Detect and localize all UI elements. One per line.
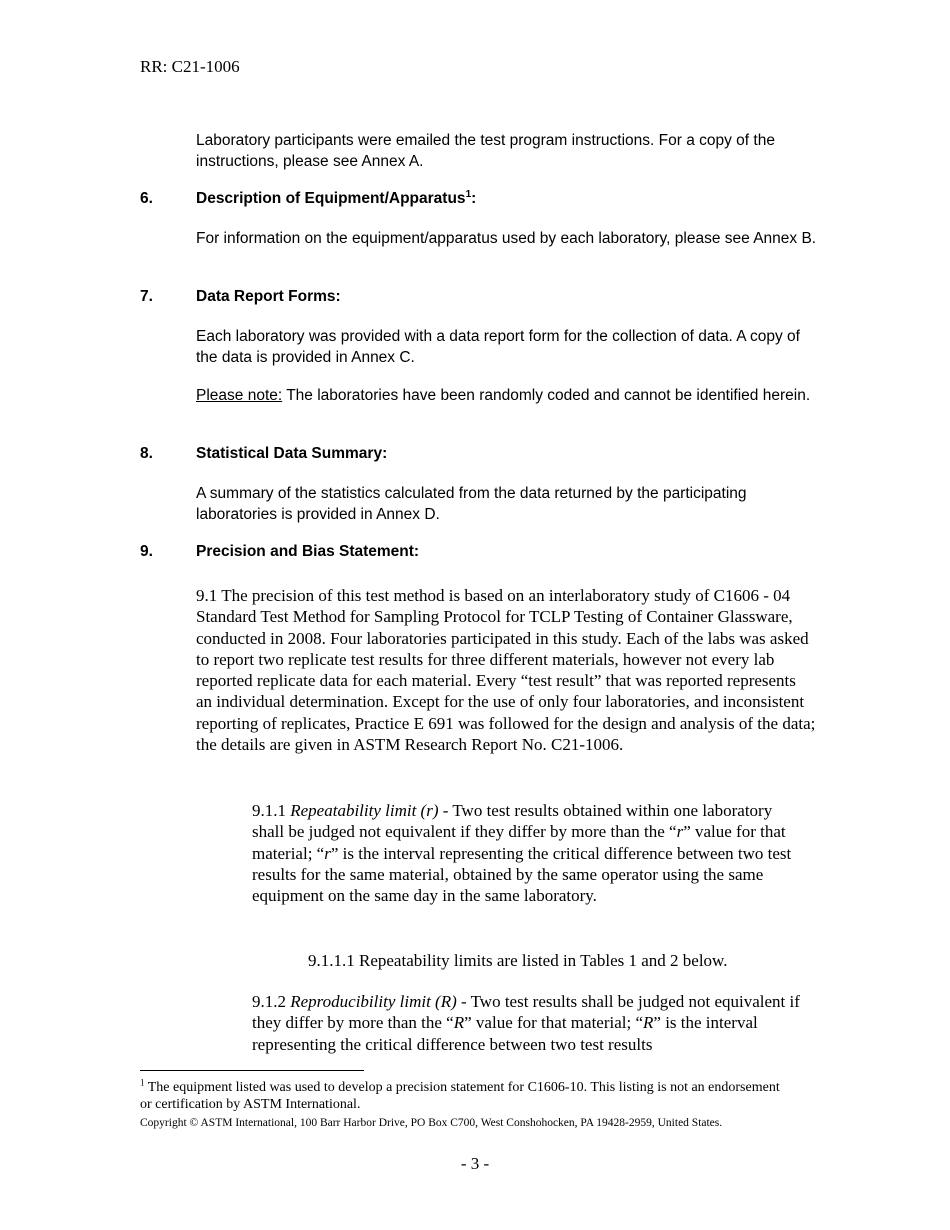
- p912-symbol-2: R: [643, 1013, 654, 1033]
- p911-text-2: ” value for that material; “: [252, 822, 786, 863]
- section-8-body: A summary of the statistics calculated from the data returned by the participating laboratories is provided in Annex D.: [196, 485, 747, 523]
- paragraph-9-1-1: [252, 800, 808, 906]
- p912-text-2: ” value for that material; “: [464, 1013, 644, 1033]
- section-9-title: Precision and Bias Statement:: [196, 543, 420, 560]
- footnote: [140, 1079, 790, 1113]
- p912-symbol-1: R: [453, 1013, 465, 1033]
- p912-text-1: - Two test results shall be judged not equivalent if they differ by more than the “: [252, 992, 800, 1033]
- section-8-title: Statistical Data Summary:: [196, 445, 388, 462]
- report-id-header: RR: C21-1006: [140, 57, 240, 76]
- section-6-title-colon: :: [471, 190, 477, 207]
- paragraph-9-1: 9.1 The precision of this test method is based on an interlaboratory study of C1606 - 04 Standard Test Method for Sampling Protocol for TCLP Testing of Container Glassware, conducted in 2008. Four laboratories participated in this study. Each of the labs was asked to report two replicate test results for three different materials, however not every lab reported replicate data for each material. Every “test result” that was reported represents an individual determination. Except for the use of only four laboratories, and inconsistent reporting of replicates, Practice E 691 was followed for the design and analysis of the data; the details are given in ASTM Research Report No. C21-1006.: [196, 586, 816, 755]
- p912-term: Reproducibility limit (R): [290, 992, 457, 1011]
- section-7-note: [196, 386, 821, 407]
- section-6-title: [196, 190, 476, 208]
- p911-text-3: ” is the interval representing the critical difference between two test results for the same material, obtained by the same operator using the same equipment on the same day in the same laboratory.: [252, 843, 792, 906]
- section-9-number: 9.: [140, 543, 153, 560]
- p912-number: 9.1.2: [252, 992, 291, 1011]
- p911-symbol-2: r: [324, 843, 331, 863]
- intro-paragraph: Laboratory participants were emailed the test program instructions. For a copy of the instructions, please see Annex A.: [196, 132, 775, 170]
- p911-symbol-1: r: [676, 822, 684, 842]
- note-label: Please note:: [196, 387, 283, 404]
- page-number: - 3 -: [460, 1154, 490, 1173]
- footnote-text: The equipment listed was used to develop a precision statement for C1606-10. This listing is not an endorsement or certification by ASTM International.: [140, 1080, 780, 1112]
- footnote-ref-marker: 1: [465, 188, 472, 200]
- p912-text-3: ” is the interval representing the critical difference between two test results: [252, 1013, 758, 1054]
- section-6-title-text: Description of Equipment/Apparatus: [196, 190, 466, 207]
- section-6-number: 6.: [140, 190, 153, 207]
- section-8-number: 8.: [140, 445, 153, 462]
- section-7-body: Each laboratory was provided with a data report form for the collection of data. A copy of the data is provided in Annex C.: [196, 328, 800, 366]
- copyright-line: Copyright © ASTM International, 100 Barr Harbor Drive, PO Box C700, West Conshohocken, PA 19428-2959, United States.: [140, 1117, 723, 1129]
- paragraph-9-1-2: [252, 991, 808, 1055]
- paragraph-9-1-1-1: 9.1.1.1 Repeatability limits are listed in Tables 1 and 2 below.: [308, 951, 728, 970]
- p911-number: 9.1.1: [252, 801, 291, 820]
- p911-text-1: - Two test results obtained within one laboratory shall be judged not equivalent if they differ by more than the “: [252, 801, 773, 842]
- section-7-title: Data Report Forms:: [196, 288, 341, 305]
- section-6-body: For information on the equipment/apparatus used by each laboratory, please see Annex B.: [196, 230, 817, 247]
- note-text: The laboratories have been randomly coded and cannot be identified herein.: [282, 387, 811, 404]
- footnote-separator: [140, 1070, 364, 1071]
- footnote-marker: 1: [140, 1077, 145, 1088]
- section-7-number: 7.: [140, 288, 153, 305]
- p911-term: Repeatability limit (r): [290, 801, 439, 820]
